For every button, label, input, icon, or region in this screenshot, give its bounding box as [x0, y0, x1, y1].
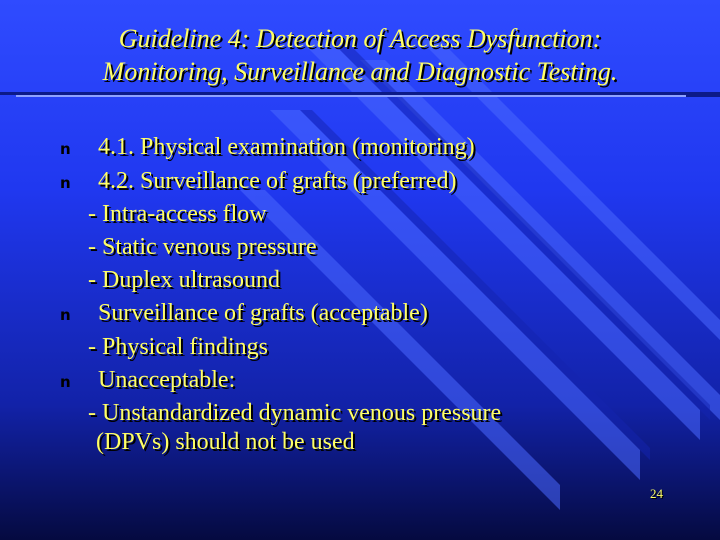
list-subitem: - Unstandardized dynamic venous pressure: [88, 400, 502, 426]
list-item: 4.2. Surveillance of grafts (preferred): [98, 168, 457, 194]
bullet-marker: n: [60, 306, 71, 324]
list-subitem: - Physical findings: [88, 334, 268, 360]
list-subitem: - Intra-access flow: [88, 201, 267, 227]
list-item: 4.1. Physical examination (monitoring): [98, 134, 475, 160]
title-line-1: Guideline 4: Detection of Access Dysfunction:: [118, 24, 602, 53]
page-number: 24: [650, 486, 663, 501]
list-item: Unacceptable:: [98, 367, 236, 393]
bullet-marker: n: [60, 373, 71, 391]
bullet-marker: n: [60, 174, 71, 192]
title-line-2: Monitoring, Surveillance and Diagnostic Testing.: [102, 57, 618, 86]
list-subitem-continuation: (DPVs) should not be used: [96, 429, 355, 455]
list-item: Surveillance of grafts (acceptable): [98, 300, 428, 326]
bullet-marker: n: [60, 140, 71, 158]
list-subitem: - Static venous pressure: [88, 234, 317, 260]
list-subitem: - Duplex ultrasound: [88, 267, 280, 293]
